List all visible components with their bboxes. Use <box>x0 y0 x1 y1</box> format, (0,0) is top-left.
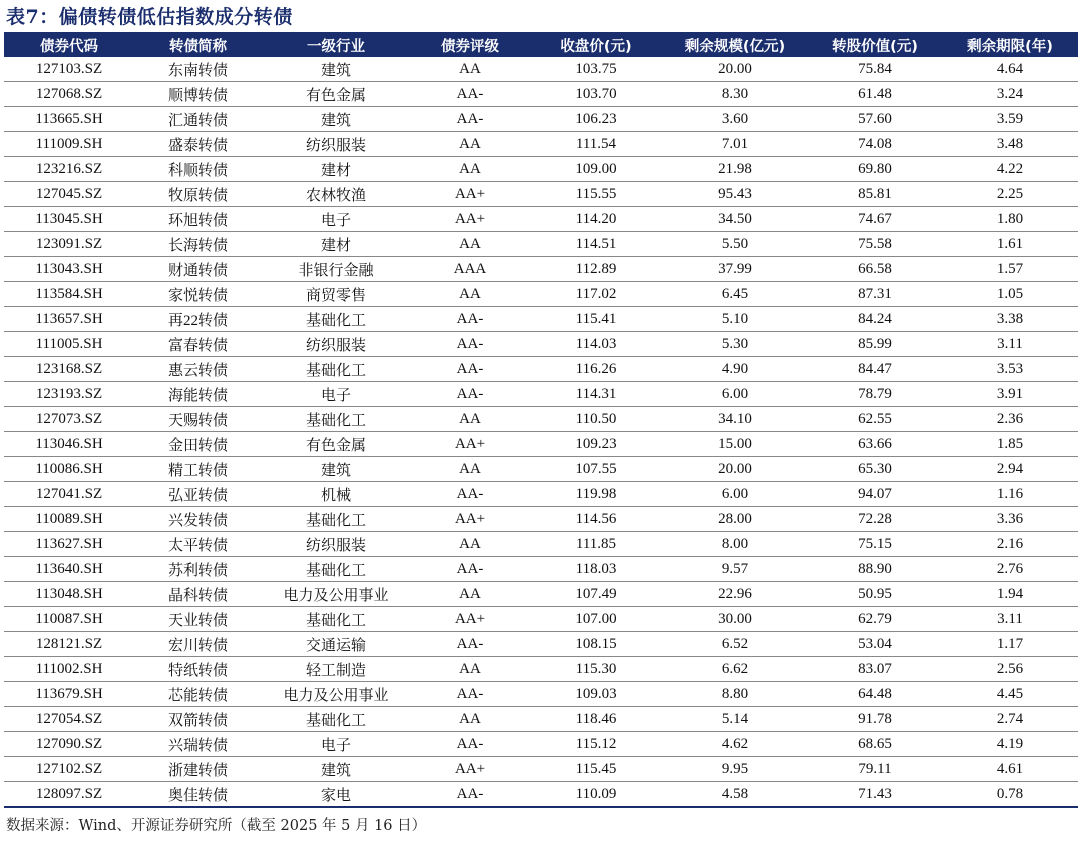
cell-remaining-size: 20.00 <box>662 457 808 482</box>
cell-industry: 机械 <box>262 482 410 507</box>
table-row <box>4 657 1078 682</box>
table-row <box>4 507 1078 532</box>
cell-code: 128121.SZ <box>4 632 134 657</box>
cell-remaining-size: 15.00 <box>662 432 808 457</box>
table-row <box>4 157 1078 182</box>
cell-remaining-term: 3.53 <box>942 357 1078 382</box>
cell-conversion-value: 84.24 <box>808 307 942 332</box>
cell-remaining-size: 20.00 <box>662 57 808 82</box>
cell-close-price: 107.49 <box>530 582 662 607</box>
cell-code: 123193.SZ <box>4 382 134 407</box>
cell-conversion-value: 83.07 <box>808 657 942 682</box>
cell-industry: 基础化工 <box>262 557 410 582</box>
cell-remaining-size: 6.45 <box>662 282 808 307</box>
header-row <box>4 34 1078 57</box>
cell-remaining-size: 9.57 <box>662 557 808 582</box>
cell-code: 110086.SH <box>4 457 134 482</box>
cell-rating: AA+ <box>410 607 530 632</box>
cell-code: 127045.SZ <box>4 182 134 207</box>
cell-remaining-size: 8.00 <box>662 532 808 557</box>
cell-rating: AA <box>410 707 530 732</box>
cell-close-price: 119.98 <box>530 482 662 507</box>
cell-remaining-term: 2.36 <box>942 407 1078 432</box>
col-header-remaining-term: 剩余期限(年) <box>942 34 1078 57</box>
cell-close-price: 114.20 <box>530 207 662 232</box>
cell-code: 110087.SH <box>4 607 134 632</box>
table-row <box>4 282 1078 307</box>
cell-remaining-size: 5.30 <box>662 332 808 357</box>
cell-remaining-size: 95.43 <box>662 182 808 207</box>
cell-code: 127090.SZ <box>4 732 134 757</box>
cell-code: 128097.SZ <box>4 782 134 808</box>
cell-close-price: 110.09 <box>530 782 662 808</box>
cell-industry: 商贸零售 <box>262 282 410 307</box>
cell-code: 127041.SZ <box>4 482 134 507</box>
cell-remaining-size: 4.90 <box>662 357 808 382</box>
cell-name: 芯能转债 <box>134 682 262 707</box>
cell-name: 宏川转债 <box>134 632 262 657</box>
cell-remaining-size: 6.00 <box>662 482 808 507</box>
cell-remaining-term: 1.16 <box>942 482 1078 507</box>
cell-close-price: 103.70 <box>530 82 662 107</box>
cell-remaining-term: 3.48 <box>942 132 1078 157</box>
table-title: 表7：偏债转债低估指数成分转债 <box>6 6 293 28</box>
cell-close-price: 118.03 <box>530 557 662 582</box>
cell-name: 兴瑞转债 <box>134 732 262 757</box>
cell-remaining-term: 4.45 <box>942 682 1078 707</box>
cell-rating: AA- <box>410 382 530 407</box>
cell-code: 111002.SH <box>4 657 134 682</box>
cell-conversion-value: 74.08 <box>808 132 942 157</box>
table-row <box>4 132 1078 157</box>
cell-industry: 基础化工 <box>262 307 410 332</box>
cell-close-price: 109.03 <box>530 682 662 707</box>
cell-code: 113665.SH <box>4 107 134 132</box>
cell-name: 苏利转债 <box>134 557 262 582</box>
cell-conversion-value: 61.48 <box>808 82 942 107</box>
cell-remaining-term: 1.85 <box>942 432 1078 457</box>
cell-remaining-size: 5.10 <box>662 307 808 332</box>
table-row <box>4 582 1078 607</box>
cell-remaining-term: 4.19 <box>942 732 1078 757</box>
cell-name: 环旭转债 <box>134 207 262 232</box>
cell-industry: 家电 <box>262 782 410 808</box>
cell-remaining-size: 6.00 <box>662 382 808 407</box>
bond-table <box>4 34 1078 808</box>
cell-rating: AA- <box>410 732 530 757</box>
cell-close-price: 112.89 <box>530 257 662 282</box>
cell-industry: 建筑 <box>262 457 410 482</box>
cell-name: 富春转债 <box>134 332 262 357</box>
cell-industry: 农林牧渔 <box>262 182 410 207</box>
cell-rating: AA <box>410 157 530 182</box>
cell-industry: 纺织服装 <box>262 532 410 557</box>
cell-remaining-term: 3.91 <box>942 382 1078 407</box>
cell-close-price: 109.00 <box>530 157 662 182</box>
cell-close-price: 116.26 <box>530 357 662 382</box>
cell-remaining-term: 0.78 <box>942 782 1078 808</box>
cell-close-price: 111.54 <box>530 132 662 157</box>
cell-remaining-size: 5.50 <box>662 232 808 257</box>
table-row <box>4 557 1078 582</box>
source-note: 数据来源：Wind、开源证券研究所（截至 2025 年 5 月 16 日） <box>6 818 427 834</box>
cell-rating: AA+ <box>410 757 530 782</box>
table-row <box>4 707 1078 732</box>
cell-code: 113584.SH <box>4 282 134 307</box>
col-header-industry: 一级行业 <box>262 34 410 57</box>
cell-remaining-size: 34.10 <box>662 407 808 432</box>
cell-name: 牧原转债 <box>134 182 262 207</box>
cell-conversion-value: 62.55 <box>808 407 942 432</box>
cell-conversion-value: 88.90 <box>808 557 942 582</box>
cell-conversion-value: 75.58 <box>808 232 942 257</box>
cell-remaining-size: 8.80 <box>662 682 808 707</box>
cell-conversion-value: 79.11 <box>808 757 942 782</box>
cell-conversion-value: 66.58 <box>808 257 942 282</box>
cell-rating: AA- <box>410 332 530 357</box>
cell-industry: 电子 <box>262 207 410 232</box>
cell-name: 长海转债 <box>134 232 262 257</box>
cell-rating: AA- <box>410 307 530 332</box>
cell-name: 汇通转债 <box>134 107 262 132</box>
table-row <box>4 457 1078 482</box>
cell-close-price: 115.41 <box>530 307 662 332</box>
cell-conversion-value: 85.81 <box>808 182 942 207</box>
cell-name: 东南转债 <box>134 57 262 82</box>
cell-remaining-term: 2.16 <box>942 532 1078 557</box>
cell-rating: AA <box>410 132 530 157</box>
cell-code: 127103.SZ <box>4 57 134 82</box>
cell-conversion-value: 87.31 <box>808 282 942 307</box>
cell-close-price: 106.23 <box>530 107 662 132</box>
cell-remaining-term: 3.36 <box>942 507 1078 532</box>
cell-name: 盛泰转债 <box>134 132 262 157</box>
cell-name: 精工转债 <box>134 457 262 482</box>
cell-remaining-term: 1.94 <box>942 582 1078 607</box>
cell-industry: 建筑 <box>262 107 410 132</box>
cell-name: 财通转债 <box>134 257 262 282</box>
table-row <box>4 207 1078 232</box>
cell-conversion-value: 62.79 <box>808 607 942 632</box>
table-row <box>4 482 1078 507</box>
cell-rating: AA <box>410 657 530 682</box>
cell-rating: AA+ <box>410 207 530 232</box>
cell-conversion-value: 68.65 <box>808 732 942 757</box>
cell-industry: 基础化工 <box>262 707 410 732</box>
cell-close-price: 118.46 <box>530 707 662 732</box>
cell-industry: 纺织服装 <box>262 132 410 157</box>
cell-remaining-term: 4.61 <box>942 757 1078 782</box>
cell-industry: 建筑 <box>262 757 410 782</box>
cell-remaining-size: 6.62 <box>662 657 808 682</box>
cell-industry: 建材 <box>262 232 410 257</box>
cell-code: 111009.SH <box>4 132 134 157</box>
col-header-code: 债券代码 <box>4 34 134 57</box>
table-row <box>4 782 1078 808</box>
cell-code: 123216.SZ <box>4 157 134 182</box>
cell-industry: 电子 <box>262 732 410 757</box>
table-row <box>4 57 1078 82</box>
cell-name: 家悦转债 <box>134 282 262 307</box>
cell-code: 113657.SH <box>4 307 134 332</box>
cell-code: 123168.SZ <box>4 357 134 382</box>
cell-industry: 有色金属 <box>262 432 410 457</box>
cell-conversion-value: 84.47 <box>808 357 942 382</box>
table-row <box>4 757 1078 782</box>
cell-industry: 基础化工 <box>262 407 410 432</box>
cell-name: 双箭转债 <box>134 707 262 732</box>
cell-close-price: 107.00 <box>530 607 662 632</box>
cell-name: 金田转债 <box>134 432 262 457</box>
cell-remaining-term: 2.74 <box>942 707 1078 732</box>
cell-industry: 基础化工 <box>262 357 410 382</box>
cell-conversion-value: 78.79 <box>808 382 942 407</box>
table-row <box>4 357 1078 382</box>
cell-conversion-value: 75.15 <box>808 532 942 557</box>
cell-name: 奥佳转债 <box>134 782 262 808</box>
col-header-conversion-value: 转股价值(元) <box>808 34 942 57</box>
cell-remaining-term: 3.38 <box>942 307 1078 332</box>
cell-remaining-size: 8.30 <box>662 82 808 107</box>
cell-conversion-value: 75.84 <box>808 57 942 82</box>
cell-industry: 基础化工 <box>262 607 410 632</box>
cell-industry: 建材 <box>262 157 410 182</box>
cell-remaining-size: 22.96 <box>662 582 808 607</box>
table-row <box>4 107 1078 132</box>
cell-remaining-size: 9.95 <box>662 757 808 782</box>
cell-remaining-size: 4.62 <box>662 732 808 757</box>
cell-rating: AA <box>410 457 530 482</box>
cell-industry: 交通运输 <box>262 632 410 657</box>
cell-conversion-value: 72.28 <box>808 507 942 532</box>
cell-remaining-term: 2.94 <box>942 457 1078 482</box>
cell-rating: AA- <box>410 557 530 582</box>
cell-rating: AA <box>410 282 530 307</box>
cell-rating: AA- <box>410 482 530 507</box>
cell-name: 天赐转债 <box>134 407 262 432</box>
cell-remaining-size: 30.00 <box>662 607 808 632</box>
cell-name: 弘亚转债 <box>134 482 262 507</box>
cell-code: 127068.SZ <box>4 82 134 107</box>
cell-rating: AA <box>410 57 530 82</box>
cell-remaining-term: 1.61 <box>942 232 1078 257</box>
cell-rating: AA <box>410 532 530 557</box>
cell-conversion-value: 53.04 <box>808 632 942 657</box>
cell-industry: 纺织服装 <box>262 332 410 357</box>
cell-remaining-size: 6.52 <box>662 632 808 657</box>
cell-name: 再22转债 <box>134 307 262 332</box>
table-row <box>4 332 1078 357</box>
cell-name: 科顺转债 <box>134 157 262 182</box>
table-row <box>4 532 1078 557</box>
cell-industry: 轻工制造 <box>262 657 410 682</box>
table-row <box>4 182 1078 207</box>
cell-remaining-size: 3.60 <box>662 107 808 132</box>
table-row <box>4 382 1078 407</box>
cell-remaining-size: 7.01 <box>662 132 808 157</box>
cell-conversion-value: 69.80 <box>808 157 942 182</box>
cell-remaining-size: 21.98 <box>662 157 808 182</box>
cell-conversion-value: 85.99 <box>808 332 942 357</box>
cell-remaining-term: 1.05 <box>942 282 1078 307</box>
cell-close-price: 114.31 <box>530 382 662 407</box>
table-row <box>4 232 1078 257</box>
cell-rating: AAA <box>410 257 530 282</box>
cell-rating: AA <box>410 407 530 432</box>
cell-close-price: 115.55 <box>530 182 662 207</box>
cell-remaining-term: 3.24 <box>942 82 1078 107</box>
cell-code: 110089.SH <box>4 507 134 532</box>
cell-rating: AA <box>410 232 530 257</box>
col-header-rating: 债券评级 <box>410 34 530 57</box>
cell-rating: AA+ <box>410 182 530 207</box>
cell-rating: AA <box>410 582 530 607</box>
cell-remaining-size: 5.14 <box>662 707 808 732</box>
cell-remaining-term: 3.11 <box>942 607 1078 632</box>
cell-close-price: 115.30 <box>530 657 662 682</box>
cell-industry: 电力及公用事业 <box>262 682 410 707</box>
cell-name: 惠云转债 <box>134 357 262 382</box>
cell-industry: 电力及公用事业 <box>262 582 410 607</box>
cell-close-price: 115.12 <box>530 732 662 757</box>
cell-code: 127102.SZ <box>4 757 134 782</box>
table-row <box>4 632 1078 657</box>
cell-close-price: 110.50 <box>530 407 662 432</box>
cell-remaining-term: 4.64 <box>942 57 1078 82</box>
cell-rating: AA- <box>410 357 530 382</box>
cell-remaining-term: 4.22 <box>942 157 1078 182</box>
table-row <box>4 407 1078 432</box>
cell-rating: AA+ <box>410 432 530 457</box>
cell-conversion-value: 57.60 <box>808 107 942 132</box>
cell-code: 113640.SH <box>4 557 134 582</box>
cell-conversion-value: 71.43 <box>808 782 942 808</box>
cell-remaining-size: 34.50 <box>662 207 808 232</box>
cell-name: 顺博转债 <box>134 82 262 107</box>
cell-close-price: 103.75 <box>530 57 662 82</box>
cell-code: 113046.SH <box>4 432 134 457</box>
table-row <box>4 432 1078 457</box>
cell-rating: AA- <box>410 82 530 107</box>
cell-name: 海能转债 <box>134 382 262 407</box>
table-row <box>4 682 1078 707</box>
cell-remaining-term: 1.80 <box>942 207 1078 232</box>
cell-rating: AA+ <box>410 507 530 532</box>
table-row <box>4 82 1078 107</box>
cell-code: 113048.SH <box>4 582 134 607</box>
cell-rating: AA- <box>410 682 530 707</box>
cell-conversion-value: 91.78 <box>808 707 942 732</box>
cell-name: 浙建转债 <box>134 757 262 782</box>
cell-remaining-term: 3.11 <box>942 332 1078 357</box>
cell-code: 127054.SZ <box>4 707 134 732</box>
cell-name: 晶科转债 <box>134 582 262 607</box>
cell-code: 113627.SH <box>4 532 134 557</box>
cell-name: 兴发转债 <box>134 507 262 532</box>
cell-remaining-term: 3.59 <box>942 107 1078 132</box>
cell-name: 太平转债 <box>134 532 262 557</box>
cell-industry: 非银行金融 <box>262 257 410 282</box>
table-row <box>4 307 1078 332</box>
cell-conversion-value: 74.67 <box>808 207 942 232</box>
table-row <box>4 257 1078 282</box>
cell-code: 111005.SH <box>4 332 134 357</box>
cell-close-price: 107.55 <box>530 457 662 482</box>
cell-industry: 电子 <box>262 382 410 407</box>
cell-close-price: 111.85 <box>530 532 662 557</box>
cell-industry: 有色金属 <box>262 82 410 107</box>
cell-close-price: 114.51 <box>530 232 662 257</box>
cell-rating: AA- <box>410 782 530 808</box>
cell-conversion-value: 64.48 <box>808 682 942 707</box>
cell-conversion-value: 63.66 <box>808 432 942 457</box>
cell-close-price: 114.03 <box>530 332 662 357</box>
col-header-remaining-size: 剩余规模(亿元) <box>662 34 808 57</box>
cell-conversion-value: 50.95 <box>808 582 942 607</box>
cell-name: 天业转债 <box>134 607 262 632</box>
cell-code: 127073.SZ <box>4 407 134 432</box>
table-row <box>4 607 1078 632</box>
cell-close-price: 114.56 <box>530 507 662 532</box>
cell-remaining-size: 37.99 <box>662 257 808 282</box>
table-body <box>4 57 1078 807</box>
cell-remaining-term: 1.57 <box>942 257 1078 282</box>
cell-code: 123091.SZ <box>4 232 134 257</box>
cell-conversion-value: 65.30 <box>808 457 942 482</box>
cell-name: 特纸转债 <box>134 657 262 682</box>
cell-remaining-term: 2.76 <box>942 557 1078 582</box>
cell-close-price: 115.45 <box>530 757 662 782</box>
col-header-close-price: 收盘价(元) <box>530 34 662 57</box>
cell-close-price: 117.02 <box>530 282 662 307</box>
cell-industry: 基础化工 <box>262 507 410 532</box>
cell-conversion-value: 94.07 <box>808 482 942 507</box>
cell-code: 113043.SH <box>4 257 134 282</box>
cell-code: 113045.SH <box>4 207 134 232</box>
cell-rating: AA- <box>410 632 530 657</box>
cell-code: 113679.SH <box>4 682 134 707</box>
cell-rating: AA- <box>410 107 530 132</box>
cell-industry: 建筑 <box>262 57 410 82</box>
cell-remaining-term: 1.17 <box>942 632 1078 657</box>
cell-close-price: 109.23 <box>530 432 662 457</box>
col-header-name: 转债简称 <box>134 34 262 57</box>
table-row <box>4 732 1078 757</box>
cell-remaining-size: 28.00 <box>662 507 808 532</box>
cell-remaining-term: 2.25 <box>942 182 1078 207</box>
cell-close-price: 108.15 <box>530 632 662 657</box>
cell-remaining-term: 2.56 <box>942 657 1078 682</box>
cell-remaining-size: 4.58 <box>662 782 808 808</box>
